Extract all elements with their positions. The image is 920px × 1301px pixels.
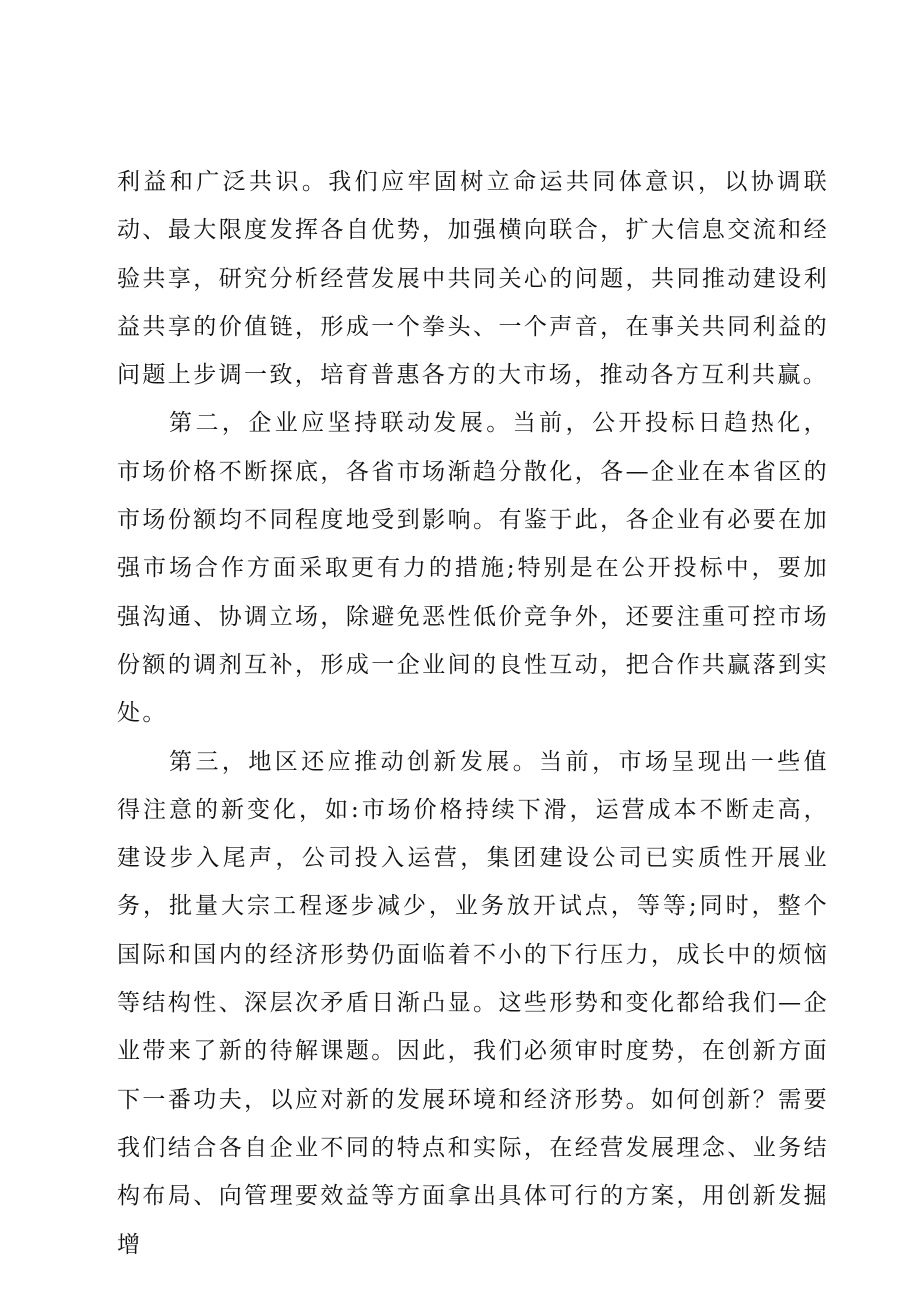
- paragraph-third-point: 第三，地区还应推动创新发展。当前，市场呈现出一些值得注意的新变化，如:市场价格持续下滑，运营成本不断走高，建设步入尾声，公司投入运营，集团建设公司已实质性开展业务，批量大宗工程逐步减少，业务放开试点，等等;同时，整个国际和国内的经济形势仍面临着不小的下行压力，成长中的烦恼等结构性、深层次矛盾日渐凸显。这些形势和变化都给我们—企业带来了新的待解课题。因此，我们必须审时度势，在创新方面下一番功夫，以应对新的发展环境和经济形势。如何创新？需要我们结合各自企业不同的特点和实际，在经营发展理念、业务结构布局、向管理要效益等方面拿出具体可行的方案，用创新发掘增: [117, 748, 829, 1258]
- paragraph-second-point: 第二，企业应坚持联动发展。当前，公开投标日趋热化，市场价格不断探底，各省市场渐趋分散化，各—企业在本省区的市场份额均不同程度地受到影响。有鉴于此，各企业有必要在加强市场合作方面采取更有力的措施;特别是在公开投标中，要加强沟通、协调立场，除避免恶性低价竞争外，还要注重可控市场份额的调剂互补，形成一企业间的良性互动，把合作共赢落到实处。: [117, 410, 829, 727]
- document-body: [117, 158, 829, 1269]
- paragraph-continuation: 利益和广泛共识。我们应牢固树立命运共同体意识，以协调联动、最大限度发挥各自优势，加强横向联合，扩大信息交流和经验共享，研究分析经营发展中共同关心的问题，共同推动建设利益共享的价值链，形成一个拳头、一个声音，在事关共同利益的问题上步调一致，培育普惠各方的大市场，推动各方互利共赢。: [117, 169, 829, 389]
